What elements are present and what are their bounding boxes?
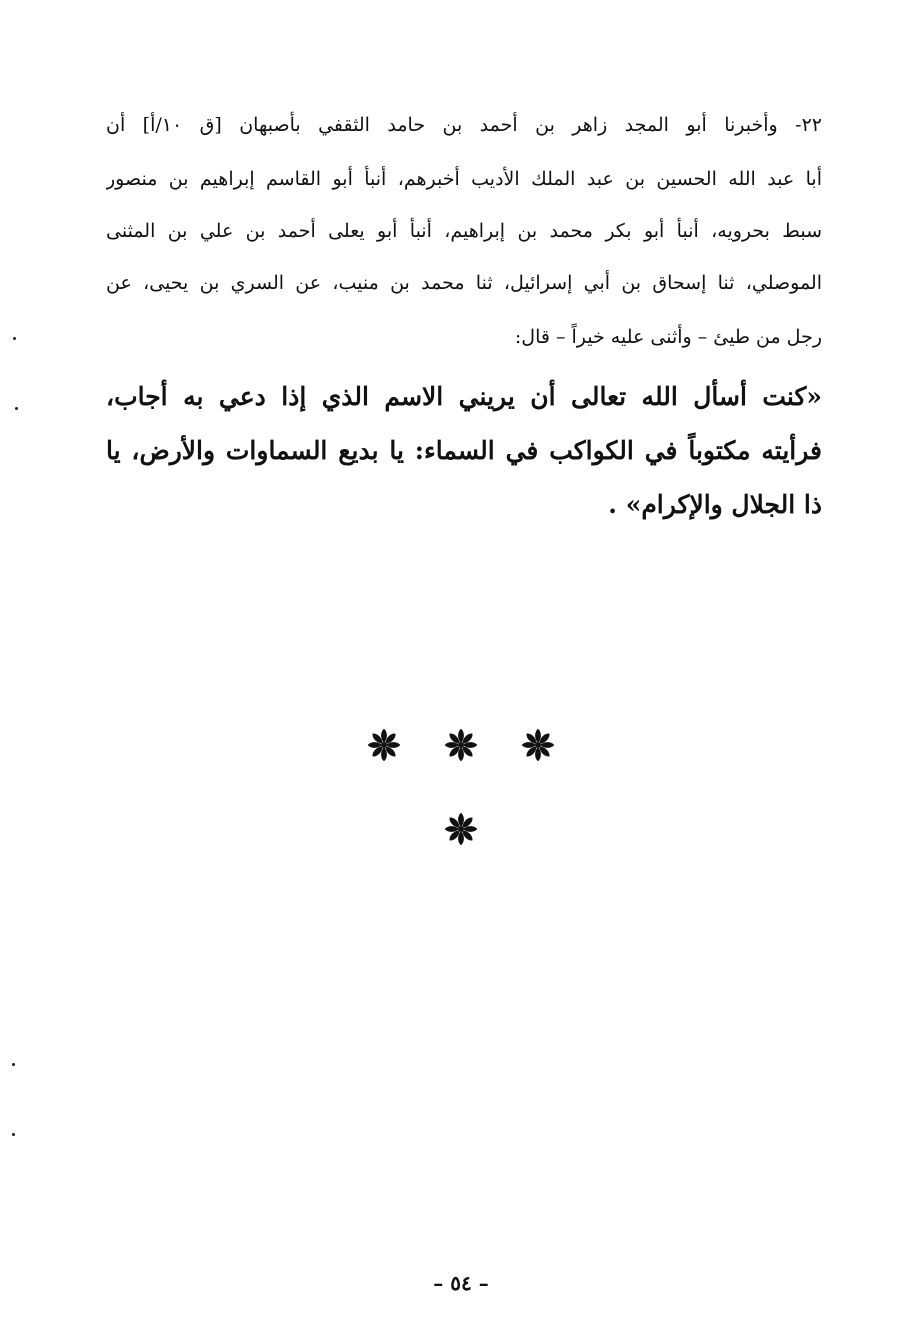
ornament-row-2	[0, 810, 922, 852]
entry-line-1: ٢٢- وأخبرنا أبو المجد زاهر بن أحمد بن حامد الثقفي بأصبهان [ق ١٠/أ] أن	[106, 114, 822, 136]
quote-line-3: ذا الجلال والإكرام» .	[608, 490, 822, 519]
quote-line-2: فرأيته مكتوباً في الكواكب في السماء: يا بديع السماوات والأرض، يا	[106, 436, 822, 465]
entry-line-4: الموصلي، ثنا إسحاق بن أبي إسرائيل، ثنا محمد بن منيب، عن السري بن يحيى، عن	[106, 272, 822, 294]
asterisk-flower-icon	[442, 726, 480, 764]
quote-line-1: «كنت أسأل الله تعالى أن يريني الاسم الذي إذا دعي به أجاب،	[106, 382, 822, 411]
asterisk-flower-icon	[442, 810, 480, 848]
entry-line-2: أبا عبد الله الحسين بن عبد الملك الأديب أخبرهم، أنبأ أبو القاسم إبراهيم بن منصور	[106, 168, 822, 190]
scan-speck	[12, 1063, 15, 1066]
entry-line-5: رجل من طيئ – وأثنى عليه خيراً – قال:	[514, 326, 822, 348]
page-number: – ٥٤ –	[433, 1271, 489, 1295]
ornament-row-1	[0, 726, 922, 768]
scan-speck	[15, 407, 18, 410]
scan-speck	[12, 1133, 15, 1136]
scan-speck	[13, 337, 16, 340]
asterisk-flower-icon	[365, 726, 403, 764]
entry-line-3: سبط بحرويه، أنبأ أبو بكر محمد بن إبراهيم، أنبأ أبو يعلى أحمد بن علي بن المثنى	[106, 220, 822, 242]
asterisk-flower-icon	[519, 726, 557, 764]
